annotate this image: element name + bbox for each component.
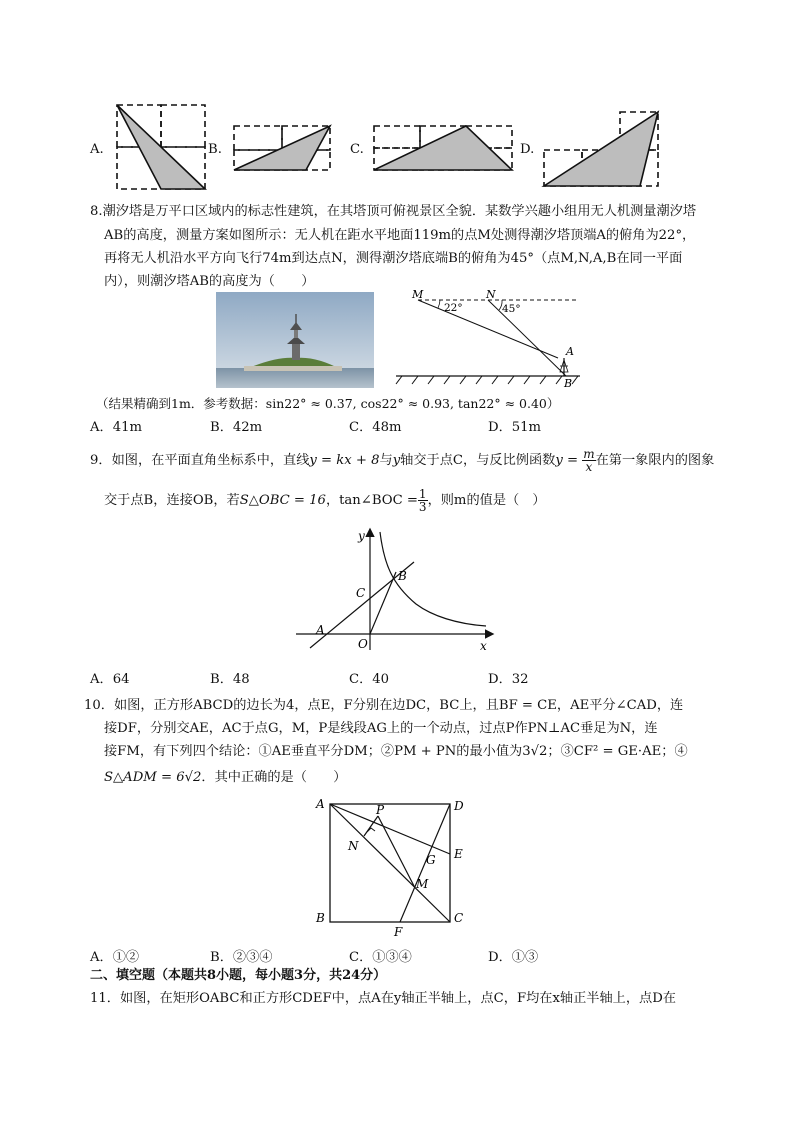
q9-text-2d: ，则m的值是（ ） — [427, 493, 546, 508]
q10-diagram — [312, 794, 472, 936]
q9-option-b[interactable]: B．48 — [210, 672, 250, 687]
tide-tower-photo — [216, 292, 374, 388]
q9-text-2a: 交于点B，连接OB，若 — [104, 493, 240, 508]
q9-option-d[interactable]: D．32 — [488, 672, 529, 687]
q10-label-m: M — [416, 877, 429, 891]
q10-line-2: 接DF，分别交AE，AC于点G，M，P是线段AG上的一个动点，过点P作PN⊥AC垂足为N，连 — [104, 721, 658, 736]
q7-option-a[interactable]: A. — [90, 142, 104, 157]
q9-frac-num: m — [583, 447, 595, 461]
q9-area: S△OBC = 16 — [239, 493, 326, 508]
q8-option-a[interactable]: A．41m — [90, 420, 142, 435]
q8-option-c[interactable]: C．48m — [349, 420, 402, 435]
q7-option-d[interactable]: D. — [520, 142, 535, 157]
q10-label-f: F — [394, 925, 403, 936]
q10-min-value: 3√2 — [522, 744, 548, 759]
section-2-heading: 二、填空题（本题共8小题，每小题3分，共24分） — [90, 968, 387, 983]
q10-label-c: C — [454, 911, 464, 925]
q7-option-b[interactable]: B. — [208, 142, 222, 157]
q8-note: （结果精确到1m．参考数据：sin22° ≈ 0.37, cos22° ≈ 0.93, tan22° ≈ 0.40） — [96, 396, 560, 411]
q9-text-1c: 与 — [379, 453, 393, 468]
q10-label-a: A — [316, 797, 325, 811]
q9-diagram — [292, 524, 502, 654]
q7-figure-d — [540, 108, 664, 190]
q9-text-1g: 在第一象限内的图象 — [595, 453, 715, 468]
q9-text-1a: 如图，在平面直角坐标系中，直线 — [111, 453, 310, 468]
q9-text-1d: y — [392, 453, 401, 468]
q8-diagram — [388, 286, 588, 392]
q7-option-c[interactable]: C. — [350, 142, 364, 157]
q8-line-2: AB的高度，测量方案如图所示：无人机在距水平地面119m的点M处测得潮汐塔顶端A的俯角为22°， — [104, 228, 696, 243]
q10-line-4 — [104, 768, 346, 788]
q8-option-d[interactable]: D．51m — [488, 420, 542, 435]
q10-option-b[interactable]: B．②③④ — [210, 950, 273, 965]
q9-number: 9． — [90, 453, 112, 468]
q10-text-3c: ；③CF² = GE·AE；④ — [547, 744, 688, 759]
q8-label-a: A — [566, 345, 574, 358]
q10-label-b: B — [316, 911, 325, 925]
q8-text-1: 潮汐塔是万平口区域内的标志性建筑，在其塔顶可俯视景区全貌．某数学兴趣小组用无人机测量潮汐塔 — [102, 204, 697, 219]
q10-text-3a: 接FM，有下列四个结论：①AE垂直平分DM；②PM + PN的最小值为 — [104, 744, 523, 759]
q9-line-2 — [104, 488, 546, 513]
q8-angle-22: 22° — [444, 302, 463, 314]
q10-number: 10． — [84, 698, 114, 713]
q10-line-1 — [84, 696, 683, 716]
q9-tan-den: 3 — [418, 500, 427, 514]
q8-number: 8. — [90, 204, 103, 219]
q8-option-b[interactable]: B．42m — [210, 420, 263, 435]
q8-label-m: M — [412, 288, 424, 301]
q9-fraction-m-over-x — [582, 448, 595, 473]
q9-tan-num: 1 — [418, 487, 427, 501]
q10-label-g: G — [426, 853, 436, 867]
q10-area: S△ADM = 6√2 — [104, 770, 202, 785]
q9-option-c[interactable]: C．40 — [349, 672, 390, 687]
q10-label-d: D — [454, 799, 464, 813]
q10-label-n: N — [348, 839, 359, 853]
q7-figure-b — [230, 122, 334, 174]
q9-text-2c: ，tan∠BOC = — [325, 493, 418, 508]
q10-line-3 — [104, 742, 688, 762]
q9-func-y: y = — [555, 453, 583, 468]
q9-label-o: O — [358, 637, 368, 651]
q7-figure-c — [370, 122, 516, 174]
q10-text-1: 如图，正方形ABCD的边长为4，点E，F分别在边DC，BC上，且BF = CE，AE平分∠CAD，连 — [113, 698, 684, 713]
q9-label-c: C — [356, 586, 366, 600]
q9-fraction-1-over-3 — [418, 488, 428, 513]
q8-label-n: N — [486, 288, 496, 301]
q10-text-4b: ．其中正确的是（ ） — [201, 770, 347, 785]
q8-line-3: 再将无人机沿水平方向飞行74m到达点N，测得潮汐塔底端B的俯角为45°（点M,N,A,B在同一平面 — [104, 251, 683, 266]
q9-label-y: y — [358, 529, 365, 543]
q9-frac-den: x — [585, 460, 593, 474]
q9-line-equation: y = kx + 8 — [309, 453, 380, 468]
q8-label-b: B — [564, 377, 573, 390]
q9-label-x: x — [480, 639, 487, 653]
q7-figure-a — [112, 100, 212, 195]
q11-line-1: 11．如图，在矩形OABC和正方形CDEF中，点A在y轴正半轴上，点C，F均在x轴正半轴上，点D在 — [90, 991, 676, 1006]
q10-option-d[interactable]: D．①③ — [488, 950, 539, 965]
q10-label-e: E — [454, 847, 463, 861]
q9-label-b: B — [398, 569, 407, 583]
q8-line-4: 内），则潮汐塔AB的高度为（ ） — [104, 274, 315, 289]
q10-option-a[interactable]: A．①② — [90, 950, 140, 965]
q9-text-1e: 轴交于点C，与反比例函数 — [400, 453, 556, 468]
q9-label-a: A — [316, 623, 325, 637]
q10-label-p: P — [376, 803, 385, 817]
q10-option-c[interactable]: C．①③④ — [349, 950, 412, 965]
q9-line-1 — [90, 448, 714, 473]
q8-angle-45: 45° — [502, 303, 521, 315]
q9-option-a[interactable]: A．64 — [90, 672, 130, 687]
q8-line-1 — [90, 202, 696, 222]
